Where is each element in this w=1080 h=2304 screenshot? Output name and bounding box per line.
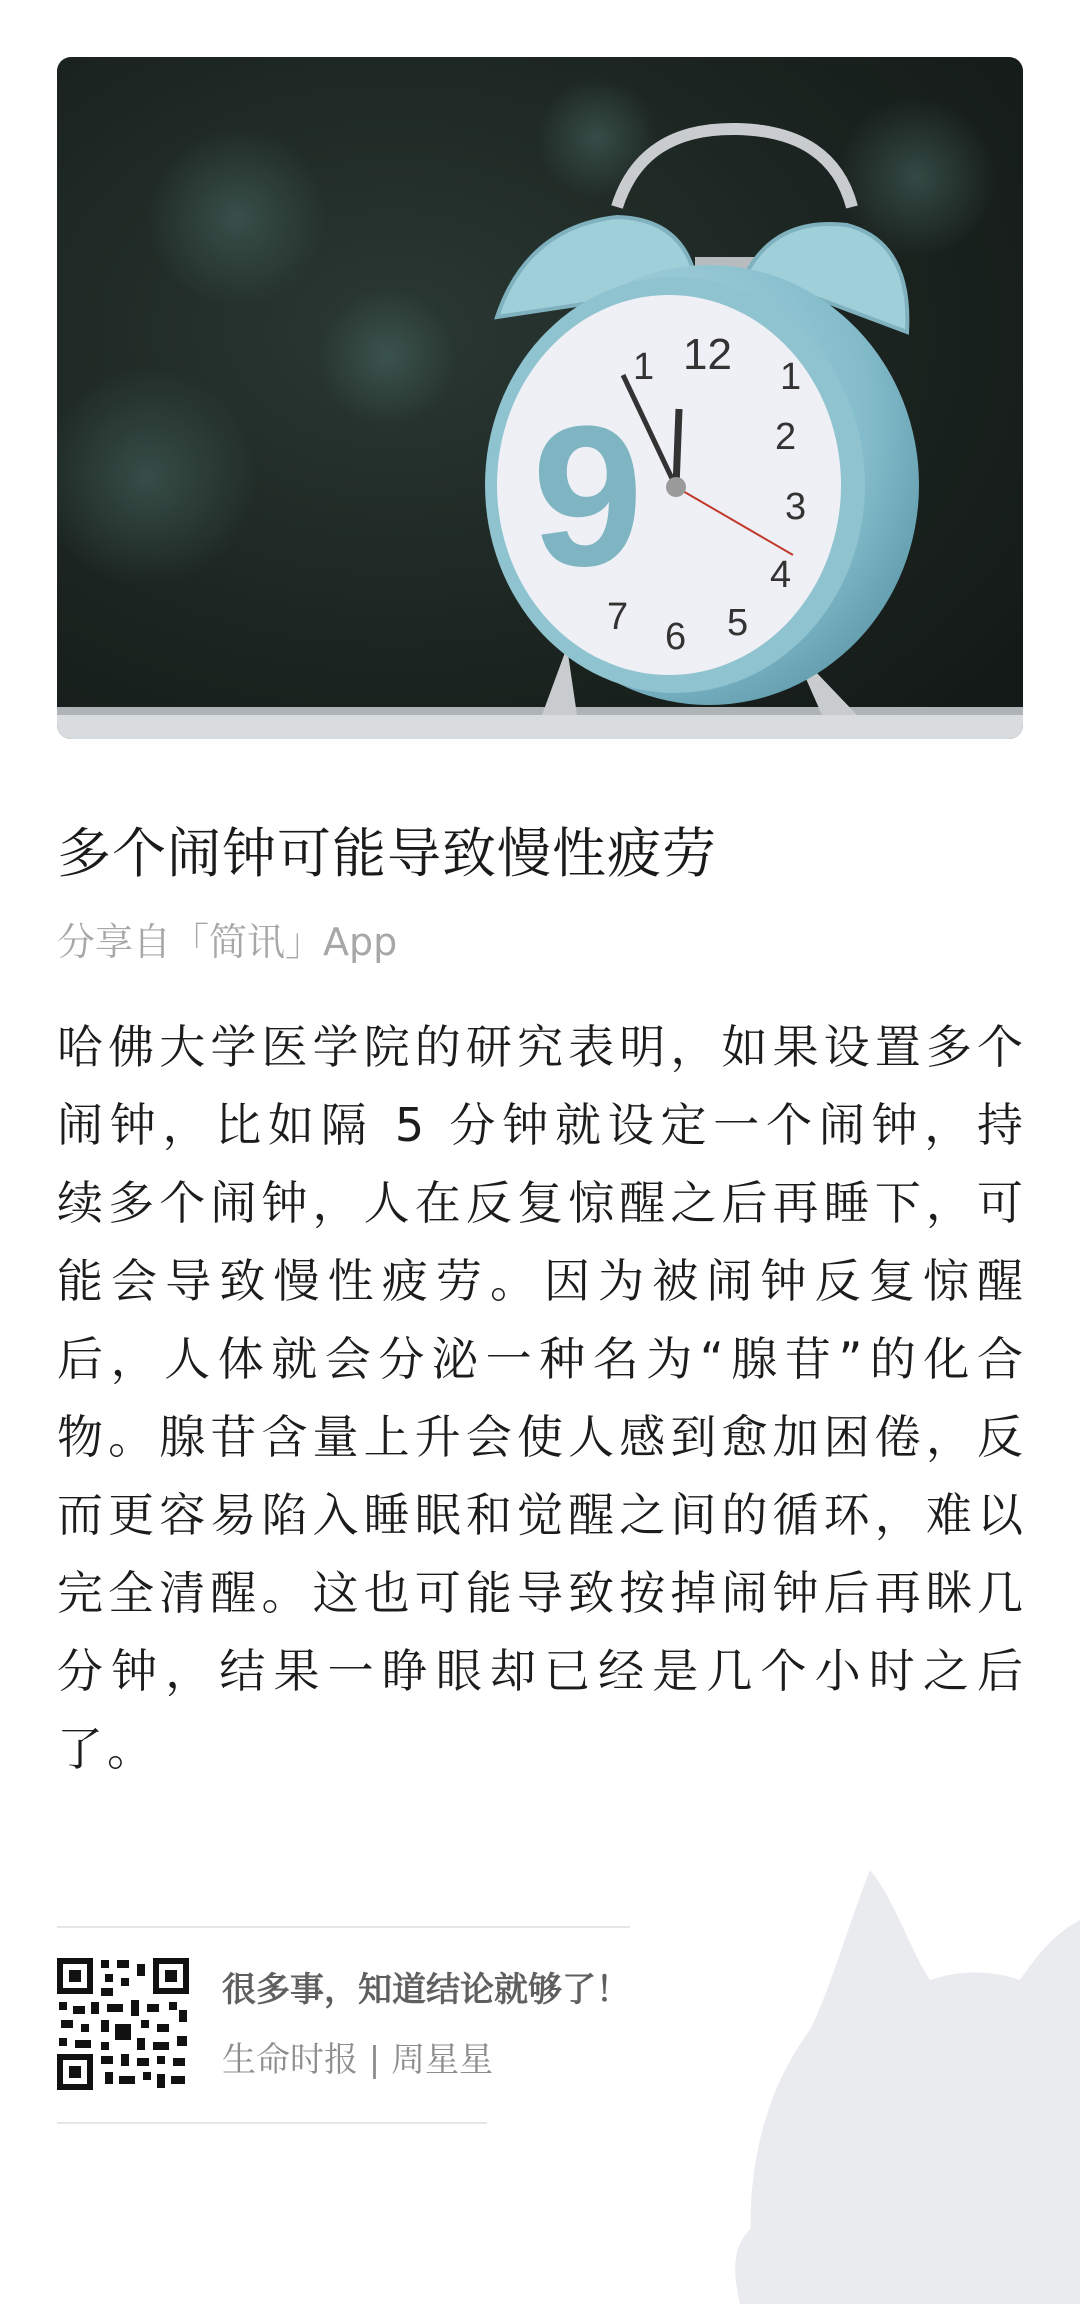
clock-numeral-2: 2	[775, 416, 797, 458]
alarm-clock-photo	[57, 57, 1023, 739]
qr-code-icon[interactable]	[57, 1958, 189, 2090]
article-body: 哈佛大学医学院的研究表明，如果设置多个闹钟，比如隔 5 分钟就设定一个闹钟，持续多个闹钟，人在反复惊醒之后再睡下，可能会导致慢性疲劳。因为被闹钟反复惊醒后，人体就会分泌一种名为“腺苷”的化合物。腺苷含量上升会使人感到愈加困倦，反而更容易陷入睡眠和觉醒之间的循环，难以完全清醒。这也可能导致按掉闹钟后再眯几分钟，结果一睁眼却已经是几个小时之后了。	[57, 1020, 1027, 1776]
clock-numeral-1: 1	[633, 346, 655, 388]
clock-numeral-4: 4	[770, 554, 792, 596]
clock-numeral-3: 3	[785, 486, 807, 528]
clock-numeral-7: 7	[607, 596, 629, 638]
cat-mascot-icon	[720, 1860, 1080, 2304]
article-source: 分享自「简讯」App	[57, 920, 398, 964]
footer-divider-bottom	[57, 2122, 487, 2124]
footer-divider-top	[57, 1926, 630, 1928]
article-title: 多个闹钟可能导致慢性疲劳	[57, 822, 717, 885]
footer-slogan: 很多事，知道结论就够了！	[222, 1970, 630, 2010]
clock-numeral-9: 9	[532, 385, 644, 608]
clock-numeral-12: 12	[683, 330, 732, 379]
hero-image	[57, 57, 1023, 739]
clock-numeral-6: 6	[665, 616, 687, 658]
clock-numeral-1b: 1	[780, 356, 802, 398]
footer-brand: 生命时报 | 周星星	[222, 2040, 494, 2080]
clock-numeral-5: 5	[727, 602, 749, 644]
